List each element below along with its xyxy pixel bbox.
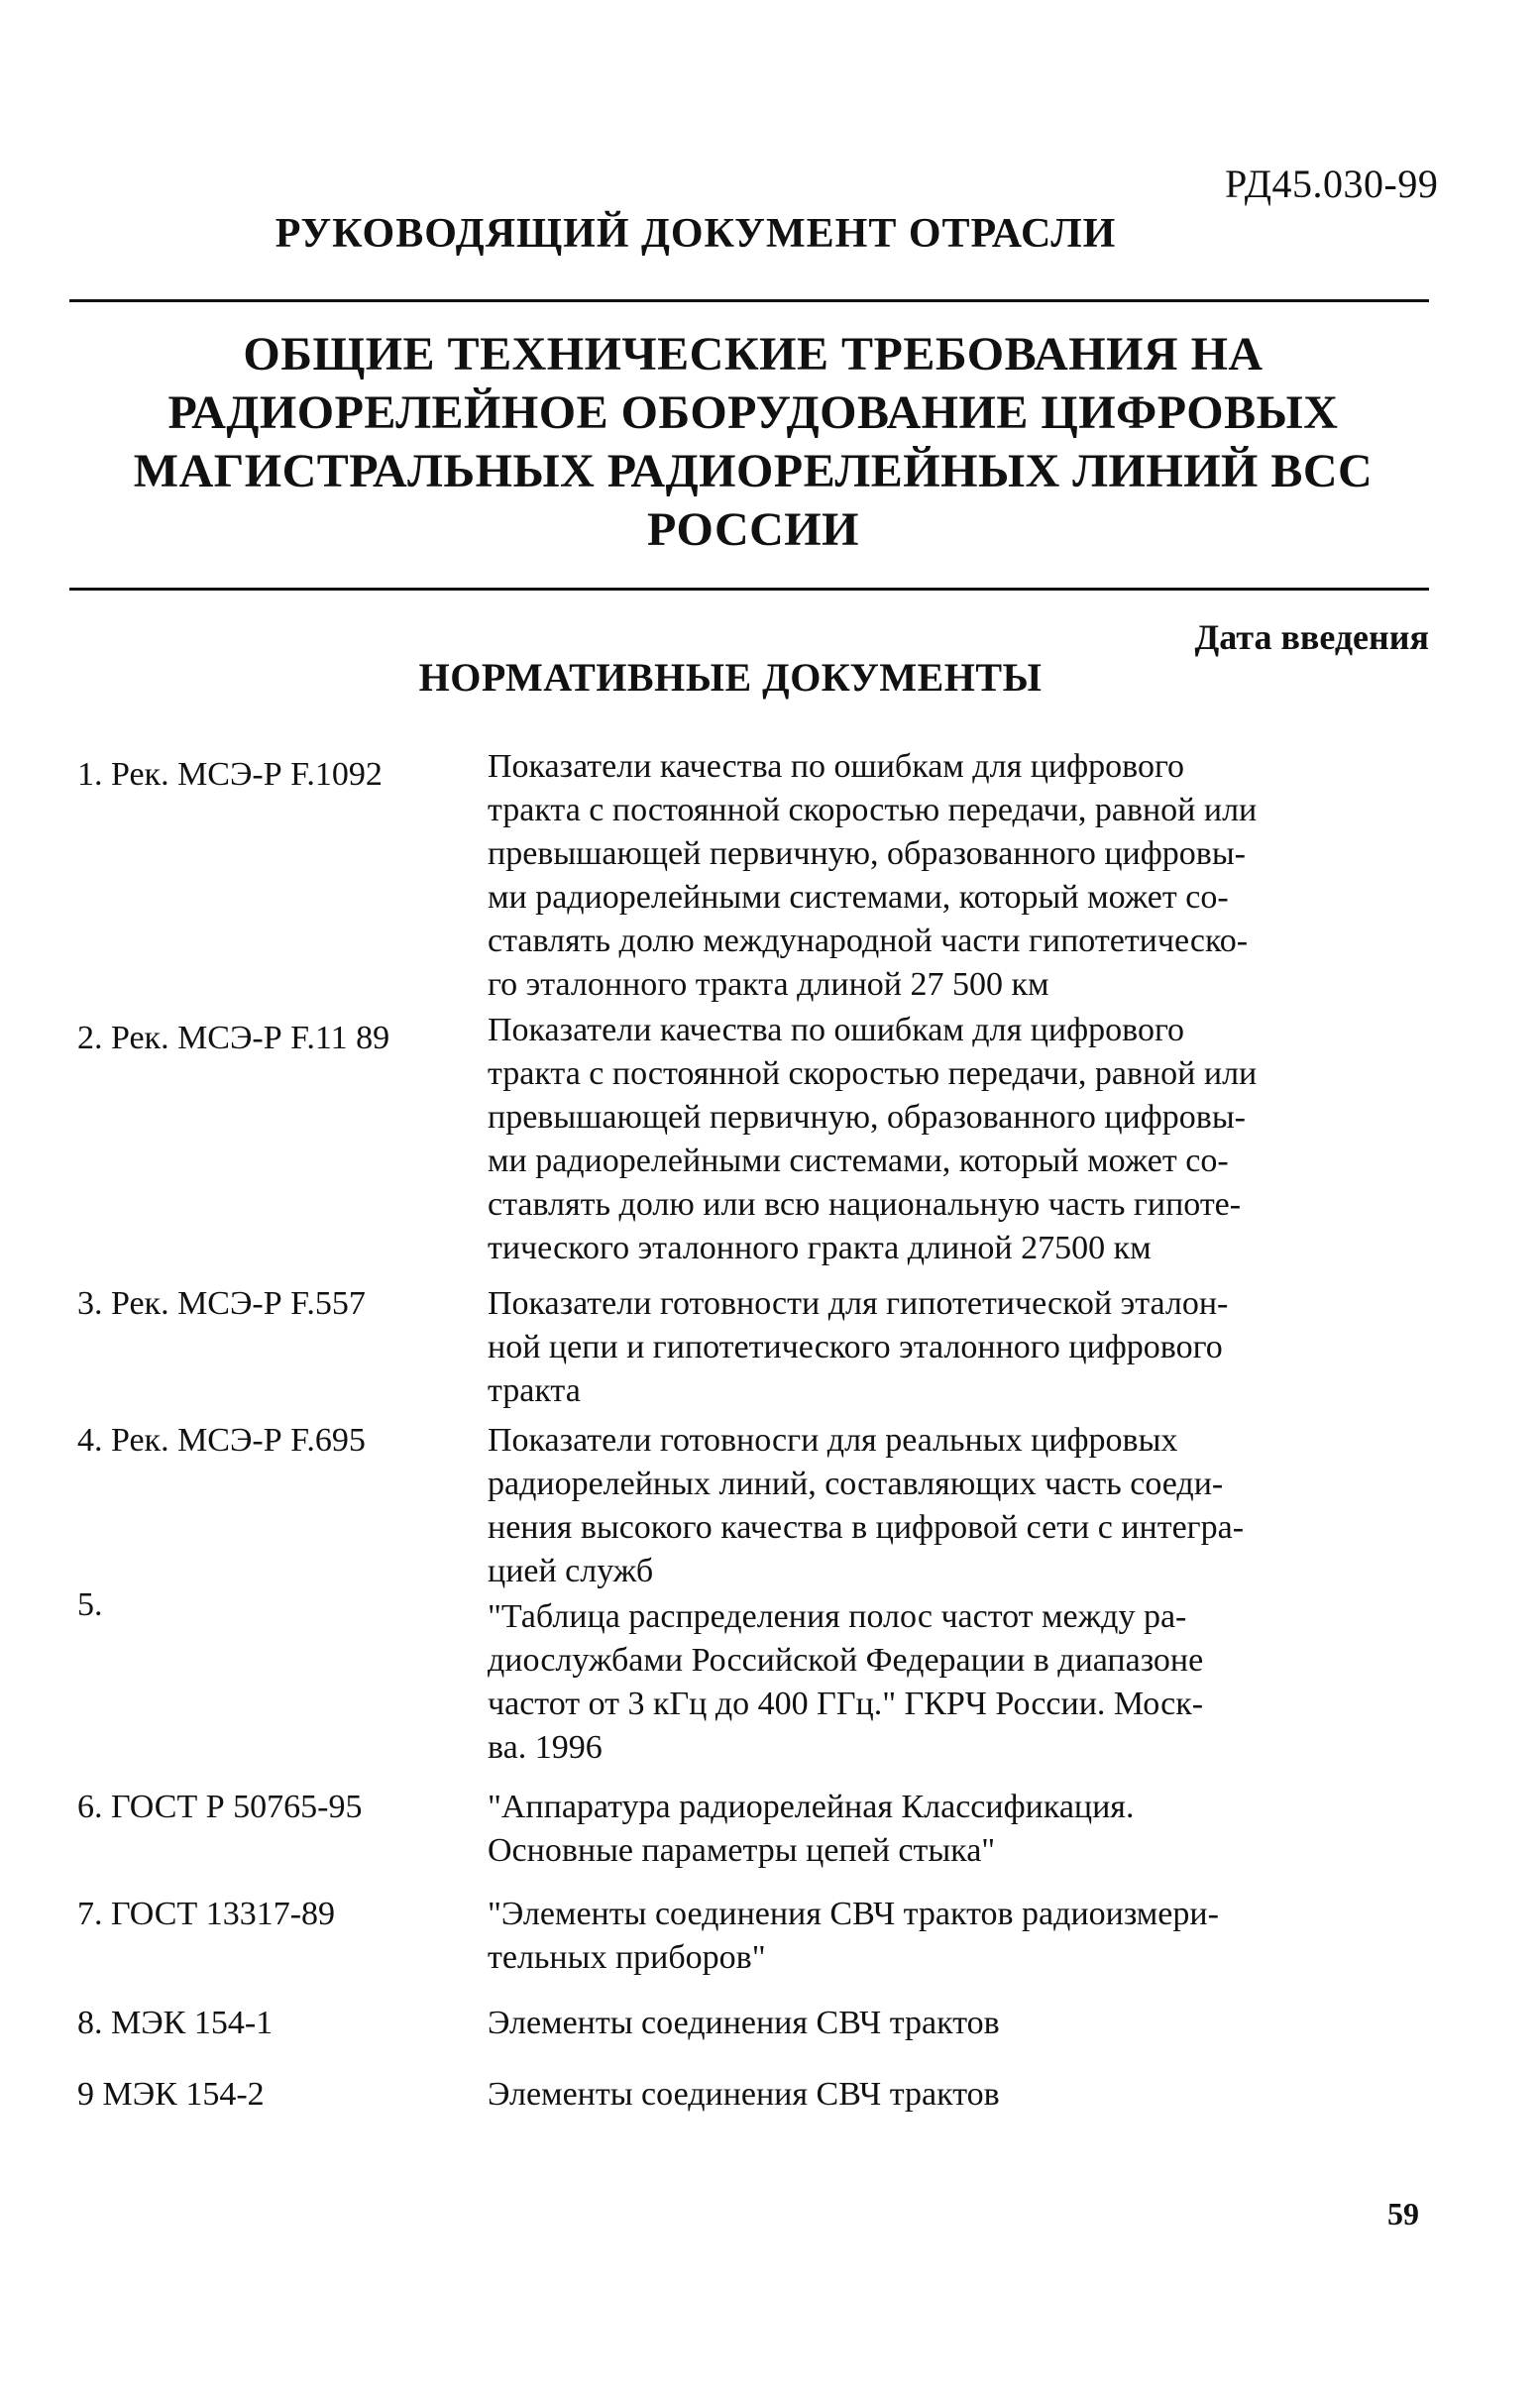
document-ref: 1. Рек. МСЭ-Р F.1092 — [77, 756, 383, 793]
document-ref: 5. — [77, 1586, 103, 1623]
date-label: Дата введения — [1194, 617, 1429, 657]
document-ref: 3. Рек. МСЭ-Р F.557 — [77, 1285, 366, 1322]
document-ref: 7. ГОСТ 13317-89 — [77, 1896, 336, 1932]
document-header — [0, 210, 1540, 258]
document-description: Показатели готовносги для реальных цифровых радиорелейных линий, составляющих часть соеди- нения высокого качества в цифровой сети с интегра- цией служб — [488, 1422, 1245, 1589]
section-heading — [0, 654, 1540, 701]
section-heading-text: НОРМАТИВНЫЕ ДОКУМЕНТЫ — [418, 655, 1043, 700]
header-text: РУКОВОДЯЩИЙ ДОКУМЕНТ ОТРАСЛИ — [275, 211, 1117, 257]
title-line-2: РАДИОРЕЛЕЙНОЕ ОБОРУДОВАНИЕ ЦИФРОВЫХ — [167, 386, 1339, 439]
document-description: Показатели качества по ошибкам для цифрового тракта с постоянной скоростью передачи, равной или превышающей первичную, образованного цифровы- ми радиорелейными системами, который может со- ставлять долю международной части гипотетическо- го эталонного тракта длиной 27 500 км — [488, 748, 1258, 1003]
document-ref: 2. Рек. МСЭ-Р F.11 89 — [77, 1020, 390, 1056]
document-ref: 9 МЭК 154-2 — [77, 2076, 265, 2113]
document-title — [109, 325, 1397, 559]
document-description: Показатели готовности для гипотетической эталон- ной цепи и гипотетического эталонного цифрового тракта — [488, 1285, 1229, 1409]
title-line-4: РОССИИ — [647, 503, 859, 556]
title-line-3: МАГИСТРАЛЬНЫХ РАДИОРЕЛЕЙНЫХ ЛИНИЙ ВСС — [133, 445, 1374, 497]
document-code: РД45.030-99 — [1225, 162, 1439, 206]
document-description: "Элементы соединения СВЧ трактов радиоизмери- тельных приборов" — [488, 1896, 1219, 1976]
document-ref: 6. ГОСТ Р 50765-95 — [77, 1789, 363, 1825]
document-description: Показатели качества по ошибкам для цифрового тракта с постоянной скоростью передачи, равной или превышающей первичную, образованного цифровы- ми радиорелейными системами, который может со- ставлять долю или всю национальную часть гипоте- тического эталонного гракта длиной 27500 км — [488, 1012, 1258, 1266]
document-description: Элементы соединения СВЧ трактов — [488, 2076, 1000, 2113]
title-line-1: ОБЩИЕ ТЕХНИЧЕСКИЕ ТРЕБОВАНИЯ НА — [243, 328, 1264, 381]
bottom-rule — [69, 588, 1429, 591]
document-ref: 8. МЭК 154-1 — [77, 2005, 274, 2041]
document-description: "Аппаратура радиорелейная Классификация. Основные параметры цепей стыка" — [488, 1789, 1135, 1869]
top-rule — [69, 299, 1429, 302]
document-description: Элементы соединения СВЧ трактов — [488, 2005, 1000, 2041]
document-ref: 4. Рек. МСЭ-Р F.695 — [77, 1422, 366, 1459]
document-description: "Таблица распределения полос частот между ра- диослужбами Российской Федерации в диапазоне частот от 3 кГц до 400 ГГц." ГКРЧ России. Моск- ва. 1996 — [488, 1598, 1204, 1766]
page-number: 59 — [1387, 2196, 1419, 2232]
